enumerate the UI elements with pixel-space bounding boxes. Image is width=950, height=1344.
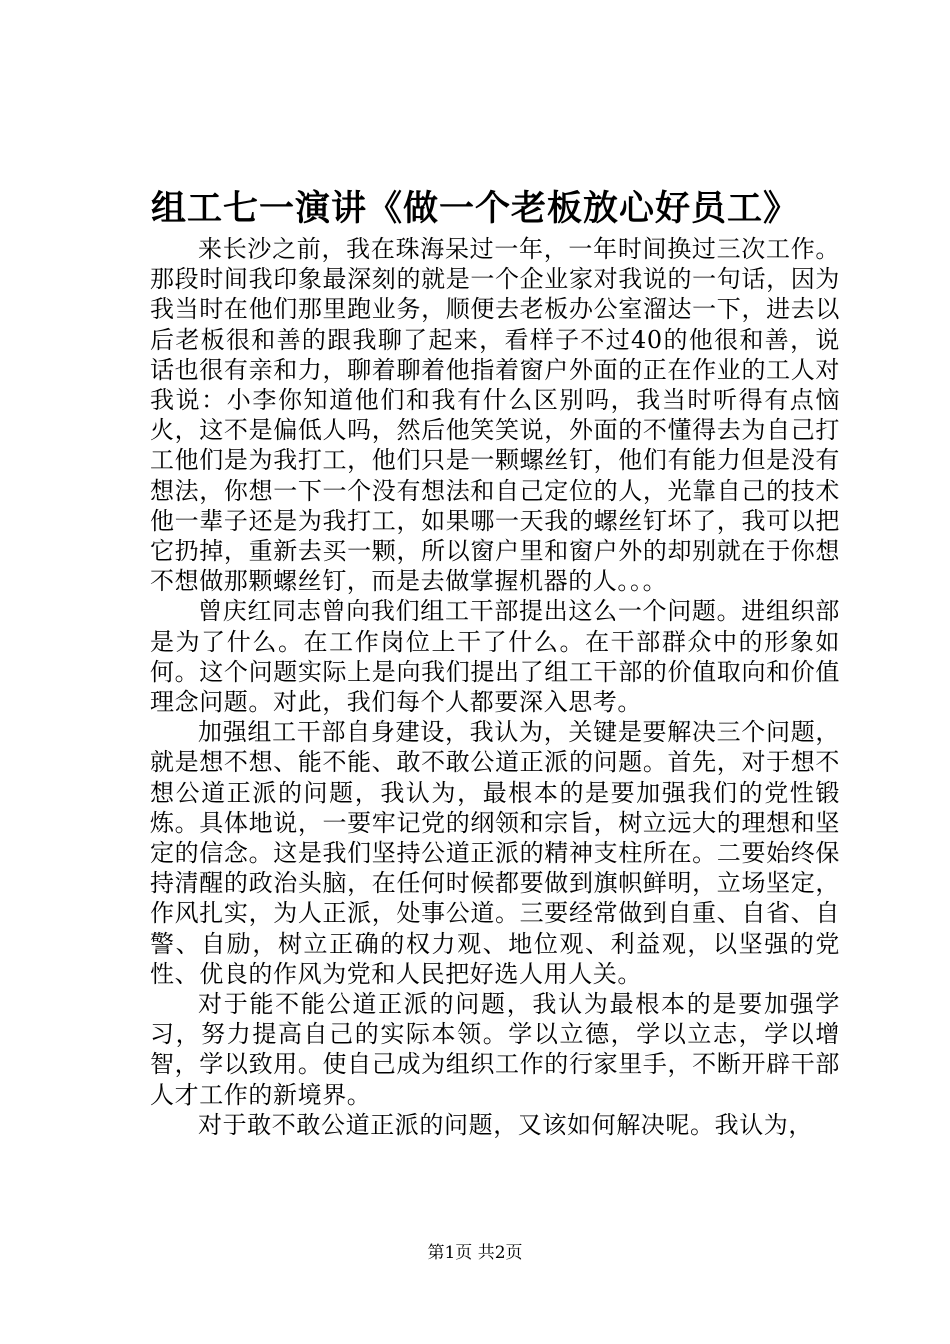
page-footer: 第1页 共2页	[427, 1243, 523, 1263]
document-title: 组工七一演讲《做一个老板放心好员工》	[150, 188, 799, 229]
paragraph-2: 曾庆红同志曾向我们组工干部提出这么一个问题。进组织部是为了什么。在工作岗位上干了什么。在干部群众中的形象如何。这个问题实际上是向我们提出了组工干部的价值取向和价值理念问题。对此，我们每个人都要深入思考。	[150, 597, 840, 717]
document-body	[150, 234, 840, 1140]
paragraph-4: 对于能不能公道正派的问题，我认为最根本的是要加强学习，努力提高自己的实际本领。学以立德，学以立志，学以增智，学以致用。使自己成为组织工作的行家里手，不断开辟干部人才工作的新境界。	[150, 990, 840, 1109]
paragraph-5: 对于敢不敢公道正派的问题，又该如何解决呢。我认为，	[198, 1110, 813, 1139]
paragraph-1: 来长沙之前，我在珠海呆过一年，一年时间换过三次工作。那段时间我印象最深刻的就是一个企业家对我说的一句话，因为我当时在他们那里跑业务，顺便去老板办公室溜达一下，进去以后老板很和善的跟我聊了起来，看样子不过40的他很和善，说话也很有亲和力，聊着聊着他指着窗户外面的正在作业的工人对我说：小李你知道他们和我有什么区别吗，我当时听得有点恼火，这不是偏低人吗，然后他笑笑说，外面的不懂得去为自己打工他们是为我打工，他们只是一颗螺丝钉，他们有能力但是没有想法，你想一下一个没有想法和自己定位的人，光靠自己的技术他一辈子还是为我打工，如果哪一天我的螺丝钉坏了，我可以把它扔掉，重新去买一颗，所以窗户里和窗户外的却别就在于你想不想做那颗螺丝钉，而是去做掌握机器的人。。。	[150, 235, 840, 596]
paragraph-3: 加强组工干部自身建设，我认为，关键是要解决三个问题，就是想不想、能不能、敢不敢公道正派的问题。首先，对于想不想公道正派的问题，我认为，最根本的是要加强我们的党性锻炼。具体地说，一要牢记党的纲领和宗旨，树立远大的理想和坚定的信念。这是我们坚持公道正派的精神支柱所在。二要始终保持清醒的政治头脑，在任何时候都要做到旗帜鲜明，立场坚定，作风扎实，为人正派，处事公道。三要经常做到自重、自省、自警、自励，树立正确的权力观、地位观、利益观，以坚强的党性、优良的作风为党和人民把好选人用人关。	[150, 718, 840, 988]
